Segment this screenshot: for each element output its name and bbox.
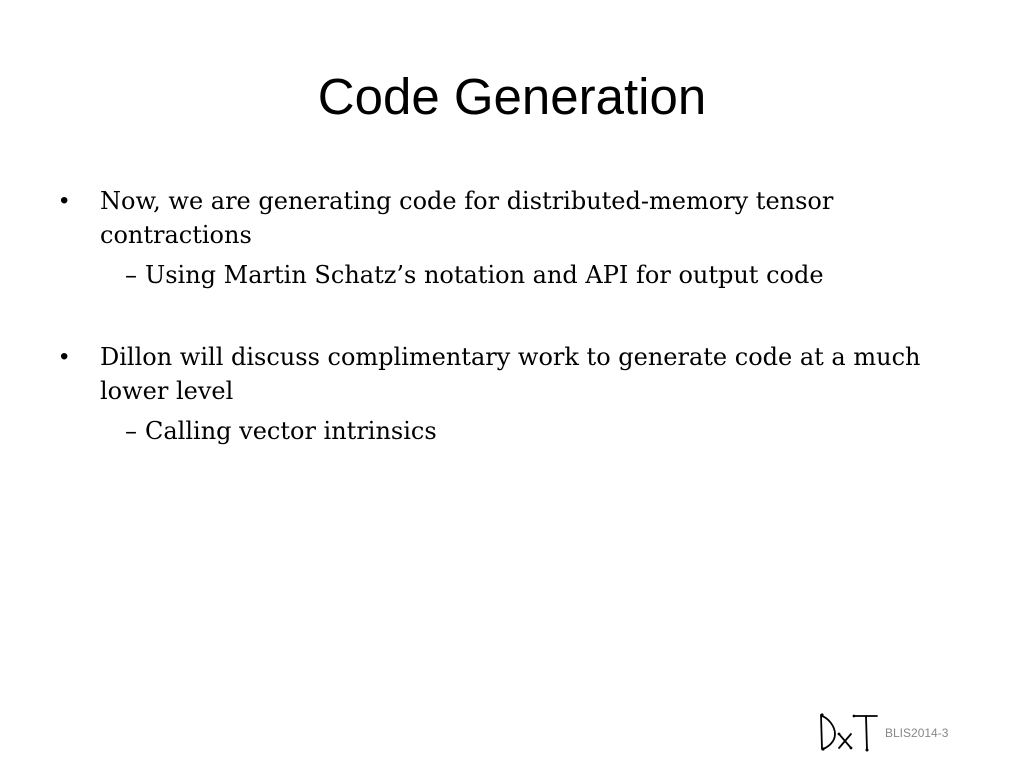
- bullet-item: [58, 184, 968, 252]
- sub-bullet-text: Using Martin Schatz’s notation and API for output code: [145, 261, 824, 289]
- sub-bullet-item: [58, 258, 968, 292]
- sub-bullet-text: Calling vector intrinsics: [145, 417, 437, 445]
- dash-icon: –: [125, 417, 137, 445]
- slide-body: [58, 184, 968, 448]
- sub-bullet-item: [58, 414, 968, 448]
- bullet-icon: •: [60, 343, 69, 370]
- dxt-logo-icon: [818, 712, 880, 752]
- bullet-icon: •: [60, 187, 69, 214]
- dash-icon: –: [125, 261, 137, 289]
- slide-number: BLIS2014-3: [885, 726, 949, 740]
- bullet-text: Now, we are generating code for distributed-memory tensor contractions: [100, 187, 834, 249]
- slide-title: Code Generation: [317, 68, 707, 125]
- bullet-text: Dillon will discuss complimentary work to generate code at a much lower level: [100, 343, 921, 405]
- bullet-item: [58, 340, 968, 408]
